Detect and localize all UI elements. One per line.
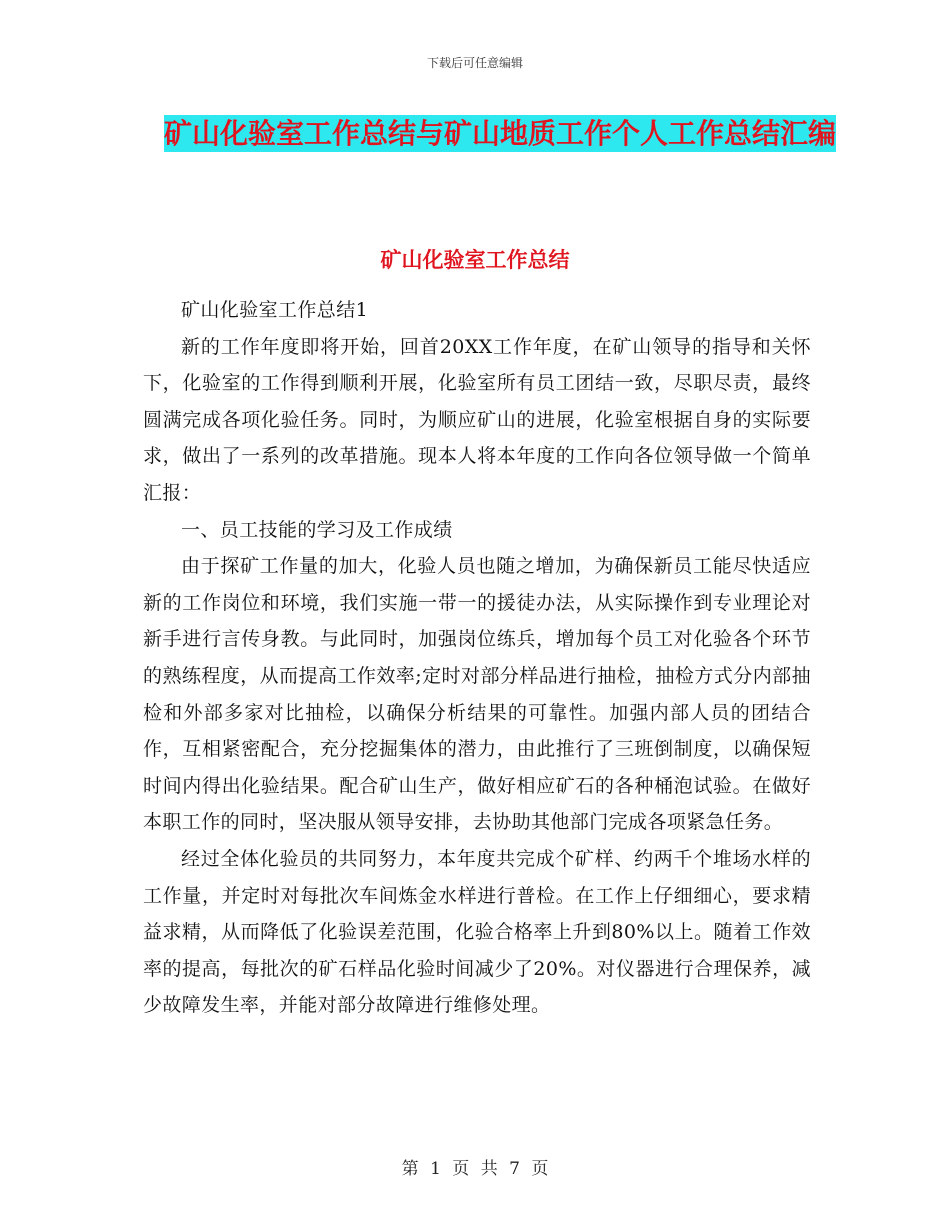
document-title-text: 矿山化验室工作总结与矿山地质工作个人工作总结汇编 xyxy=(163,117,836,150)
paragraph-section-heading: 一、员工技能的学习及工作成绩 xyxy=(181,518,453,541)
page-footer: 第 1 页 共 7 页 xyxy=(401,1159,549,1179)
header-note: 下载后可任意编辑 xyxy=(426,56,523,70)
section-title: 矿山化验室工作总结 xyxy=(380,248,570,272)
document-body xyxy=(143,292,811,1024)
paragraph-skills: 由于探矿工作量的加大，化验人员也随之增加，为确保新员工能尽快适应新的工作岗位和环境，我们实施一带一的援徒办法，从实际操作到专业理论对新手进行言传身教。与此同时，加强岗位练兵，增加每个员工对化验各个环节的熟练程度，从而提高工作效率;定时对部分样品进行抽检，抽检方式分内部抽检和外部多家对比抽检，以确保分析结果的可靠性。加强内部人员的团结合作，互相紧密配合，充分挖掘集体的潜力，由此推行了三班倒制度，以确保短时间内得出化验结果。配合矿山生产，做好相应矿石的各种桶泡试验。在做好本职工作的同时，坚决服从领导安排，去协助其他部门完成各项紧急任务。 xyxy=(143,555,811,834)
paragraph-subheading: 矿山化验室工作总结1 xyxy=(181,299,369,321)
paragraph-results: 经过全体化验员的共同努力，本年度共完成个矿样、约两千个堆场水样的工作量，并定时对每批次车间炼金水样进行普检。在工作上仔细细心，要求精益求精，从而降低了化验误差范围，化验合格率上升到80%以上。随着工作效率的提高，每批次的矿石样品化验时间减少了20%。对仪器进行合理保养，减少故障发生率，并能对部分故障进行维修处理。 xyxy=(143,847,811,1017)
document-title xyxy=(150,108,850,160)
paragraph-intro: 新的工作年度即将开始，回首20XX工作年度，在矿山领导的指导和关怀下，化验室的工作得到顺利开展，化验室所有员工团结一致，尽职尽责，最终圆满完成各项化验任务。同时，为顺应矿山的进展，化验室根据自身的实际要求，做出了一系列的改革措施。现本人将本年度的工作向各位领导做一个简单汇报： xyxy=(143,335,811,504)
